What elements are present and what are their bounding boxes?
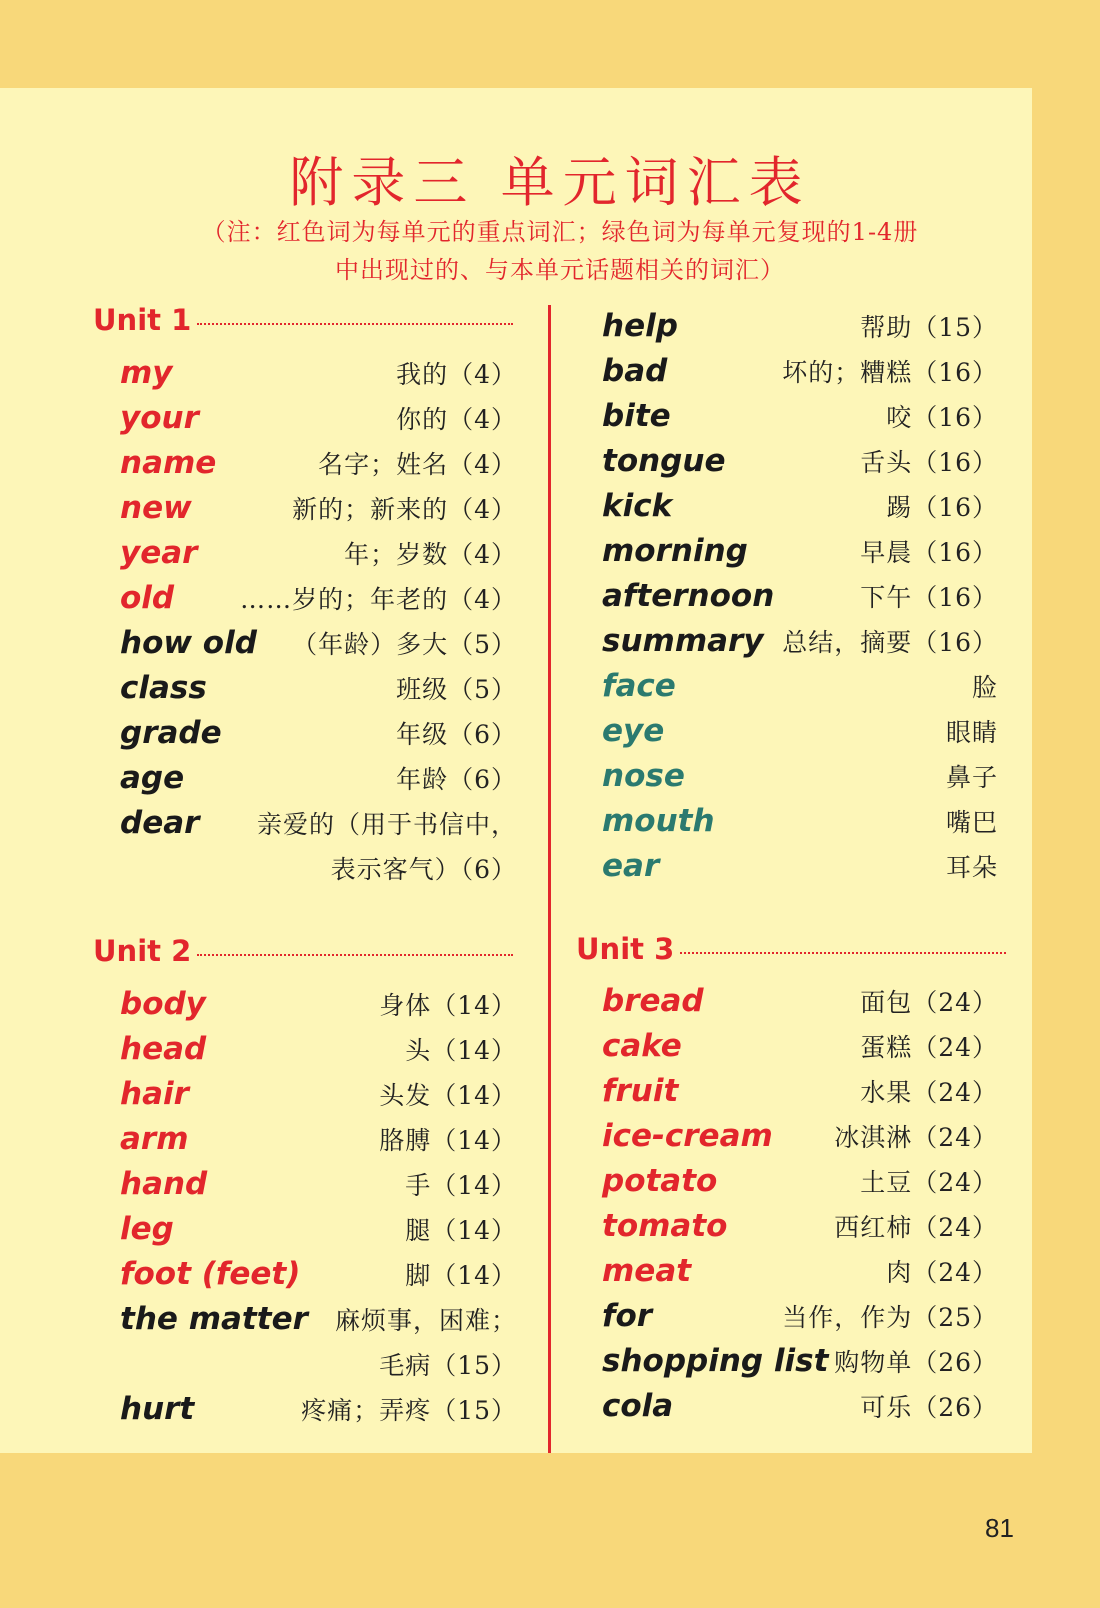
vocab-row	[120, 531, 517, 575]
unit-1-label: Unit 1	[93, 303, 192, 337]
vocab-meaning: 新的；新来的（4）	[292, 495, 517, 524]
vocab-row	[120, 1072, 517, 1116]
vocab-word: grade	[120, 715, 222, 751]
vocab-row	[602, 529, 998, 573]
unit-2-dotted-leader	[197, 954, 513, 956]
vocab-row	[120, 666, 517, 710]
column-divider	[548, 305, 551, 1453]
vocab-word: tongue	[602, 443, 726, 479]
vocab-row	[602, 304, 998, 348]
vocab-row	[602, 1159, 998, 1203]
vocab-meaning: 年；岁数（4）	[344, 540, 517, 569]
vocab-row	[120, 1387, 517, 1431]
vocab-meaning: 腿（14）	[405, 1216, 517, 1245]
vocab-row	[602, 844, 998, 888]
vocab-word: nose	[602, 758, 685, 794]
vocab-word: help	[602, 308, 678, 344]
vocab-meaning: 下午（16）	[860, 583, 998, 612]
unit-1-dotted-leader	[197, 323, 513, 325]
vocab-meaning: 头发（14）	[379, 1081, 517, 1110]
unit-3-dotted-leader	[680, 952, 1006, 954]
vocab-row	[120, 1297, 517, 1341]
vocab-row	[602, 1204, 998, 1248]
vocab-row	[602, 799, 998, 843]
unit-3-label: Unit 3	[576, 932, 675, 966]
vocab-meaning: 水果（24）	[860, 1078, 998, 1107]
vocab-meaning: 年龄（6）	[396, 765, 517, 794]
vocab-row	[120, 396, 517, 440]
vocab-word: leg	[120, 1211, 174, 1247]
vocab-row	[120, 756, 517, 800]
vocab-meaning: 胳膊（14）	[379, 1126, 517, 1155]
vocab-word: cake	[602, 1028, 682, 1064]
vocab-meaning: 年级（6）	[396, 720, 517, 749]
vocab-row	[602, 1114, 998, 1158]
vocab-row	[602, 1069, 998, 1113]
vocab-meaning: 蛋糕（24）	[860, 1033, 998, 1062]
vocab-row	[120, 621, 517, 665]
vocab-meaning: 鼻子	[945, 763, 998, 792]
vocab-word: your	[120, 400, 199, 436]
vocab-meaning: 毛病（15）	[379, 1351, 517, 1380]
vocab-word: kick	[602, 488, 673, 524]
vocab-word: old	[120, 580, 175, 616]
vocab-row	[602, 574, 998, 618]
vocab-row	[120, 1207, 517, 1251]
vocab-row	[120, 576, 517, 620]
vocab-meaning: （年龄）多大（5）	[292, 630, 517, 659]
vocab-word: new	[120, 490, 192, 526]
vocab-meaning: 可乐（26）	[860, 1393, 998, 1422]
vocab-row	[602, 1249, 998, 1293]
vocab-meaning: 购物单（26）	[834, 1348, 998, 1377]
vocab-word: for	[602, 1298, 653, 1334]
vocab-meaning: 帮助（15）	[860, 313, 998, 342]
vocab-meaning: 亲爱的（用于书信中，	[256, 810, 517, 839]
vocab-row	[120, 1162, 517, 1206]
vocab-meaning: 面包（24）	[860, 988, 998, 1017]
vocab-word: dear	[120, 805, 200, 841]
vocab-word: foot (feet)	[120, 1256, 301, 1292]
vocab-meaning: 当作，作为（25）	[782, 1303, 998, 1332]
vocab-meaning: 我的（4）	[396, 360, 517, 389]
vocab-word: afternoon	[602, 578, 775, 614]
vocab-word: my	[120, 355, 173, 391]
vocab-meaning: 你的（4）	[396, 405, 517, 434]
vocab-word: hand	[120, 1166, 208, 1202]
vocab-word: body	[120, 986, 206, 1022]
vocab-word: fruit	[602, 1073, 679, 1109]
vocab-word: morning	[602, 533, 748, 569]
vocab-row	[120, 801, 517, 845]
vocab-word: hair	[120, 1076, 189, 1112]
vocab-meaning: 眼睛	[945, 718, 998, 747]
vocab-row	[120, 1027, 517, 1071]
note-line-2: 中出现过的、与本单元话题相关的词汇）	[335, 256, 785, 284]
vocab-word: head	[120, 1031, 207, 1067]
vocab-row	[602, 664, 998, 708]
vocab-row	[602, 1024, 998, 1068]
vocab-meaning: 坏的；糟糕（16）	[782, 358, 998, 387]
vocab-word: mouth	[602, 803, 715, 839]
vocab-word: bad	[602, 353, 668, 389]
vocab-row	[120, 711, 517, 755]
vocab-meaning: 身体（14）	[379, 991, 517, 1020]
vocab-meaning: 踢（16）	[886, 493, 998, 522]
vocab-row	[120, 1117, 517, 1161]
vocab-row	[602, 619, 998, 663]
vocab-row	[602, 754, 998, 798]
vocab-meaning: 西红柿（24）	[834, 1213, 998, 1242]
vocab-row	[120, 846, 517, 890]
vocab-word: hurt	[120, 1391, 195, 1427]
vocab-word: arm	[120, 1121, 189, 1157]
vocab-meaning: 早晨（16）	[860, 538, 998, 567]
vocab-row	[120, 441, 517, 485]
vocab-meaning: 冰淇淋（24）	[834, 1123, 998, 1152]
vocab-word: bread	[602, 983, 704, 1019]
vocab-meaning: 肉（24）	[886, 1258, 998, 1287]
vocab-meaning: 总结，摘要（16）	[782, 628, 998, 657]
page-number: 81	[985, 1513, 1014, 1543]
vocab-word: ice-cream	[602, 1118, 773, 1154]
vocab-meaning: 土豆（24）	[860, 1168, 998, 1197]
vocab-meaning: 舌头（16）	[860, 448, 998, 477]
vocab-meaning: 手（14）	[405, 1171, 517, 1200]
vocab-meaning: 咬（16）	[886, 403, 998, 432]
vocab-word: shopping list	[602, 1343, 829, 1379]
vocab-row	[602, 484, 998, 528]
vocab-word: class	[120, 670, 207, 706]
vocab-meaning: 疼痛；弄疼（15）	[301, 1396, 517, 1425]
vocab-word: summary	[602, 623, 764, 659]
vocab-word: tomato	[602, 1208, 728, 1244]
vocab-row	[602, 979, 998, 1023]
unit-2-label: Unit 2	[93, 934, 192, 968]
vocab-word: ear	[602, 848, 660, 884]
vocab-word: face	[602, 668, 676, 704]
vocab-row	[602, 1294, 998, 1338]
vocab-row	[120, 486, 517, 530]
vocab-word: year	[120, 535, 198, 571]
vocab-meaning: 脚（14）	[405, 1261, 517, 1290]
vocab-word: potato	[602, 1163, 718, 1199]
vocab-word: cola	[602, 1388, 674, 1424]
vocab-row	[120, 1342, 517, 1386]
unit-1-header	[93, 300, 513, 340]
vocab-row	[120, 1252, 517, 1296]
vocab-word: name	[120, 445, 217, 481]
unit-2-header	[93, 931, 513, 971]
vocab-meaning: ……岁的；年老的（4）	[240, 585, 517, 614]
vocab-row	[602, 709, 998, 753]
vocab-meaning: 嘴巴	[945, 808, 998, 837]
page-title: 附录三 单元词汇表	[289, 151, 811, 214]
vocab-word: bite	[602, 398, 671, 434]
vocab-word: the matter	[120, 1301, 308, 1337]
vocab-word: eye	[602, 713, 665, 749]
vocab-word: how old	[120, 625, 257, 661]
vocab-meaning: 脸	[971, 673, 998, 702]
note-line-1: （注：红色词为每单元的重点词汇；绿色词为每单元复现的1-4册	[201, 218, 919, 246]
vocab-meaning: 名字；姓名（4）	[318, 450, 517, 479]
vocab-row	[602, 1384, 998, 1428]
vocab-word: age	[120, 760, 185, 796]
vocab-row	[120, 982, 517, 1026]
vocab-row	[602, 349, 998, 393]
vocab-row	[602, 394, 998, 438]
vocab-meaning: 耳朵	[945, 853, 998, 882]
vocab-meaning: 头（14）	[405, 1036, 517, 1065]
vocab-meaning: 表示客气）（6）	[330, 855, 517, 884]
vocab-word: meat	[602, 1253, 692, 1289]
vocab-row	[602, 439, 998, 483]
unit-3-header	[576, 929, 1006, 969]
vocab-row	[120, 351, 517, 395]
vocab-meaning: 班级（5）	[396, 675, 517, 704]
vocab-meaning: 麻烦事，困难；	[334, 1306, 517, 1335]
vocab-row	[602, 1339, 998, 1383]
